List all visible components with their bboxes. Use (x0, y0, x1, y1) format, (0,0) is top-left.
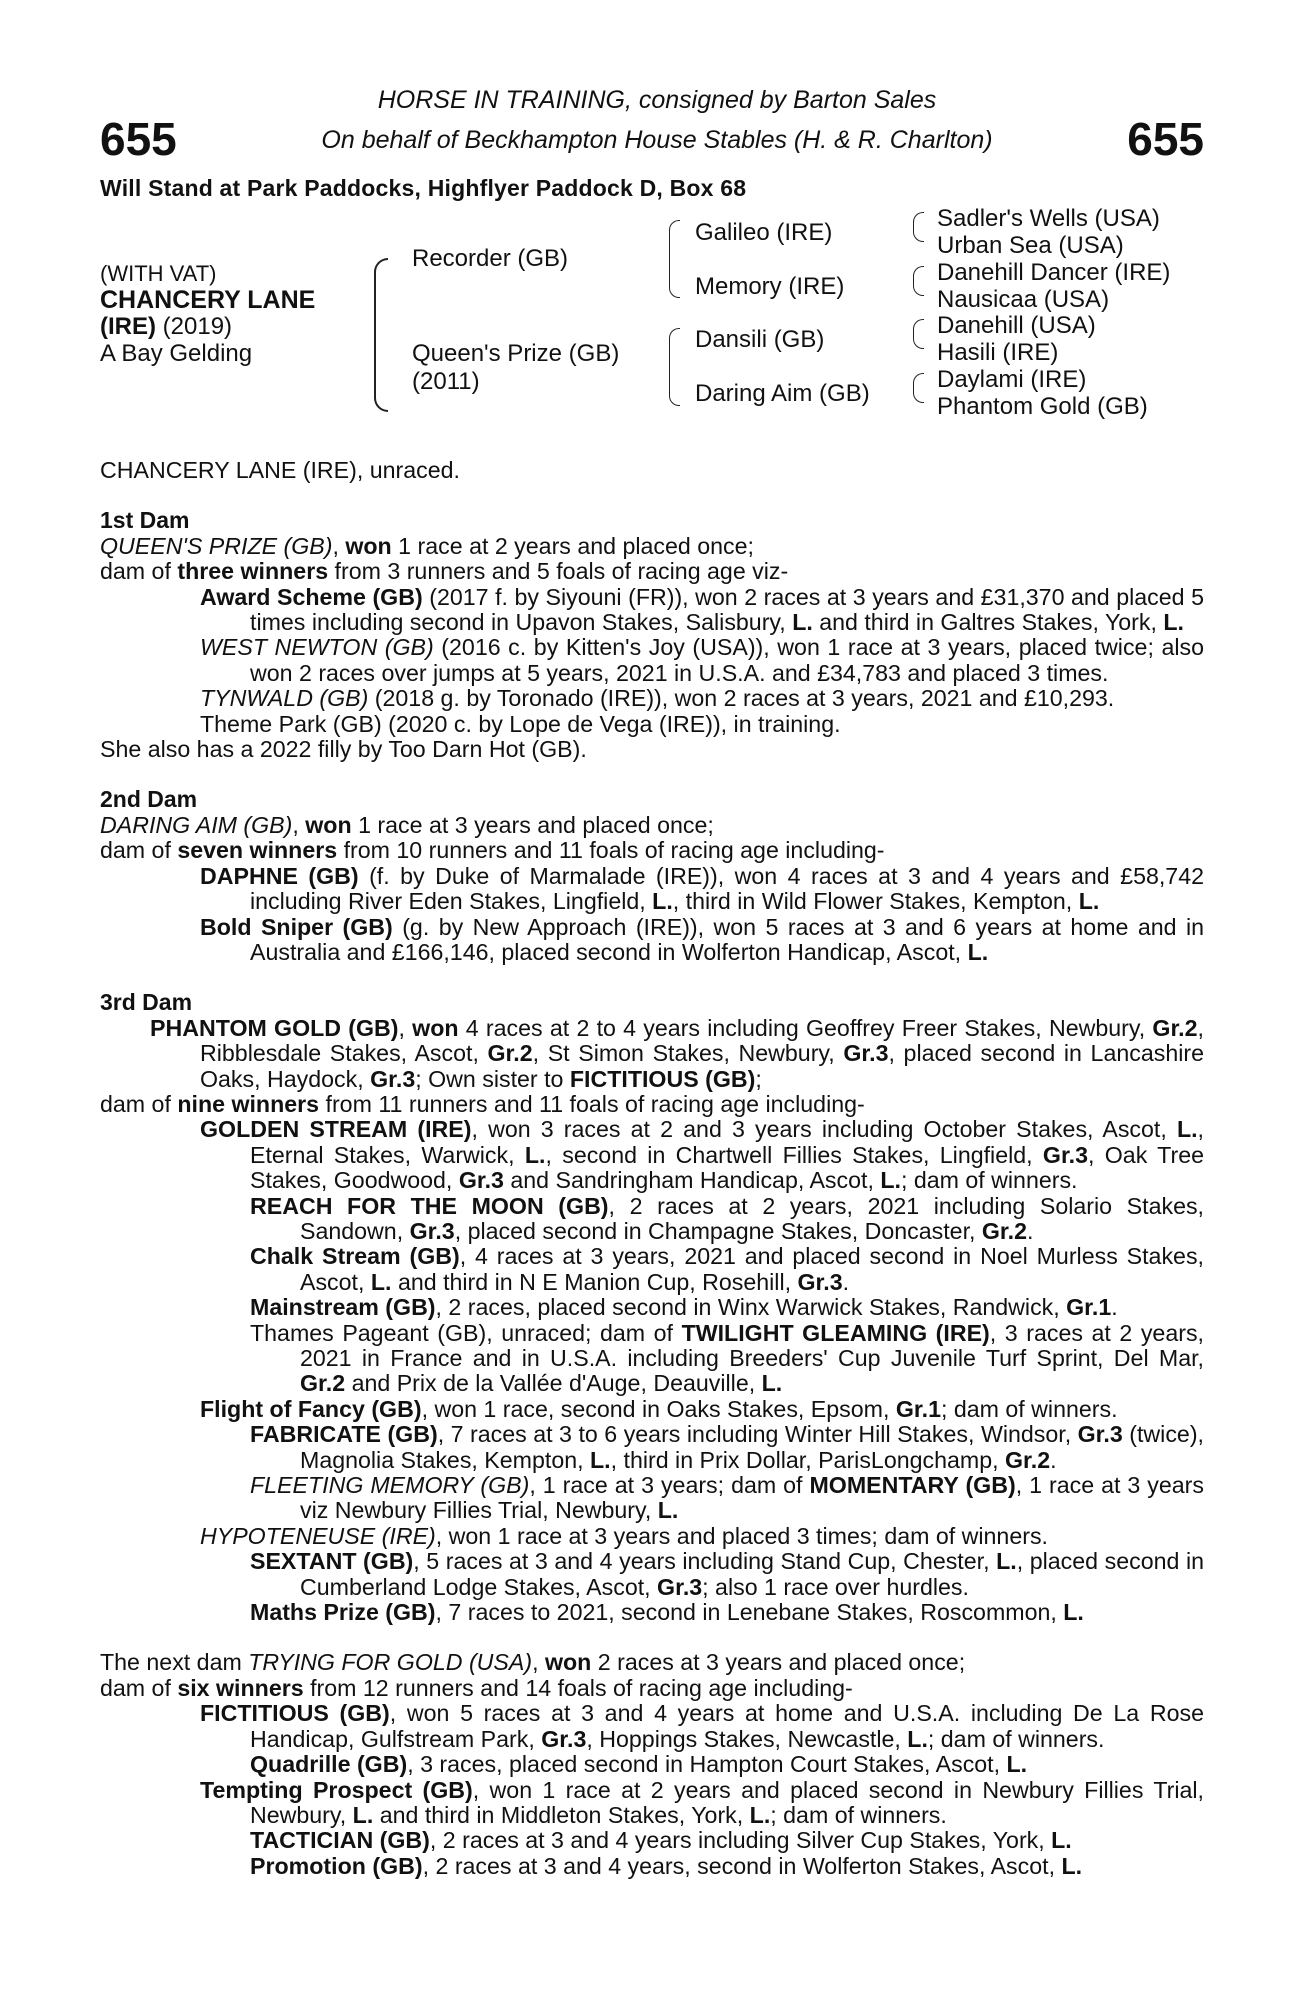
text: , Oak Tree Stakes, Goodwood, (250, 1141, 1204, 1194)
group-mark: Gr.3 (409, 1217, 455, 1244)
group-mark: Gr.1 (895, 1395, 941, 1422)
horse-name: Flight of Fancy (GB) (200, 1395, 422, 1422)
first-dam-also: She also has a 2022 filly by Too Darn Hot (GB). (100, 736, 587, 763)
vat-note: (WITH VAT) (100, 261, 217, 286)
listed-mark: L. (1176, 1116, 1198, 1143)
text: , 4 races at 3 years, 2021 and placed second in Noel Murless Stakes, Ascot, (300, 1243, 1204, 1295)
second-dam-summary: DARING AIM (GB), won 1 race at 3 years and placed once; (100, 811, 714, 838)
horse-name: MOMENTARY (GB) (809, 1472, 1016, 1499)
produce-chalk-stream (100, 1244, 1204, 1295)
produce-tactician (100, 1828, 1204, 1853)
text: , won 3 races at 2 and 3 years including October Stakes, Ascot, (471, 1116, 1177, 1143)
text: (2016 c. by Kitten's Joy (USA)), won 1 race at 3 years, placed twice; also won 2 races over jumps at 5 years, 2021 in U.S.A. and £34,783 and placed 3 times. (250, 634, 1204, 686)
produce-reach-for-the-moon (100, 1194, 1204, 1245)
produce-theme-park: Theme Park (GB) (2020 c. by Lope de Vega (IRE)), in training. (200, 710, 841, 737)
text: 4 races at 2 to 4 years including Geoffrey Freer Stakes, Newbury, (458, 1014, 1153, 1041)
text: , 2 races at 2 years, 2021 including Solario Stakes, Sandown, (300, 1192, 1204, 1244)
pedigree-bracket-dd (913, 373, 924, 403)
text: , 1 race at 3 years; dam of (529, 1472, 810, 1499)
pedigree-dds: Daylami (IRE) (937, 366, 1087, 393)
produce-fabricate (100, 1422, 1204, 1473)
text: ; dam of winners. (940, 1395, 1118, 1422)
text: . (842, 1268, 850, 1295)
horse-name: Award Scheme (GB) (200, 583, 423, 610)
text: , won 5 races at 3 and 4 years at home and U.S.A. including De La Rose Handicap, Gulfstream Park, (250, 1700, 1204, 1752)
text: , 5 races at 3 and 4 years including Stand Cup, Chester, (413, 1548, 997, 1575)
text: , placed second in Lancashire Oaks, Haydock, (200, 1040, 1204, 1092)
text: dam of (100, 558, 178, 585)
text: , won 1 race at 2 years and placed second in Newbury Fillies Trial, Newbury, (250, 1776, 1205, 1828)
text: , 7 races to 2021, second in Lenebane Stakes, Roscommon, (435, 1599, 1064, 1626)
produce-sextant (100, 1549, 1204, 1600)
text: , 2 races, placed second in Winx Warwick Stakes, Randwick, (435, 1294, 1067, 1321)
horse-name: FICTITIOUS (GB) (569, 1065, 756, 1092)
text: , 1 race at 3 years viz Newbury Fillies Trial, Newbury, (300, 1472, 1204, 1524)
produce-award-scheme (100, 585, 1204, 636)
first-dam-summary: QUEEN'S PRIZE (GB), won 1 race at 2 years and placed once; (100, 532, 754, 559)
text: ; dam of winners. (927, 1725, 1105, 1752)
text: , third in Wild Flower Stakes, Kempton, (672, 888, 1079, 915)
horse-name: REACH FOR THE MOON (GB) (250, 1192, 609, 1219)
group-mark: Gr.2 (1152, 1014, 1198, 1041)
listed-mark: L. (352, 1801, 374, 1828)
horse-name: GOLDEN STREAM (IRE) (200, 1116, 472, 1143)
text: ; (755, 1065, 762, 1092)
group-mark: Gr.2 (300, 1370, 346, 1397)
listed-mark: L. (967, 938, 989, 965)
produce-daphne (100, 864, 1204, 915)
text: , third in Prix Dollar, ParisLongchamp, (610, 1446, 1005, 1473)
produce-hypoteneuse (100, 1524, 1204, 1549)
horse-year: (2019) (156, 313, 233, 340)
text: , St Simon Stakes, Newbury, (532, 1040, 844, 1067)
text: Thames Pageant (GB), unraced; dam of (250, 1319, 682, 1346)
pedigree-bracket-sire (669, 220, 680, 298)
horse-name: CHANCERY LANE (100, 286, 316, 314)
lot-number-left: 655 (100, 113, 177, 165)
second-dam-produce-summary (100, 838, 1204, 863)
pedigree-bracket-sd (913, 266, 924, 296)
horse-name: Mainstream (GB) (250, 1294, 436, 1321)
text: , placed second in Cumberland Lodge Stakes, Ascot, (300, 1548, 1204, 1600)
horse-name: HYPOTENEUSE (IRE) (200, 1522, 436, 1549)
text: and third in N E Manion Cup, Rosehill, (391, 1268, 798, 1295)
horse-name: FABRICATE (GB) (250, 1421, 438, 1448)
horse-name: FICTITIOUS (GB) (200, 1700, 390, 1727)
listed-mark: L. (792, 609, 813, 636)
pedigree-bracket-dam (669, 328, 680, 406)
text: and third in Middleton Stakes, York, (373, 1801, 750, 1828)
text: and Sandringham Handicap, Ascot, (503, 1167, 881, 1194)
text: (f. by Duke of Marmalade (IRE)), won 4 races at 3 and 4 years and £58,742 including River Eden Stakes, Lingfield, (250, 862, 1204, 915)
winners-count: nine winners (177, 1090, 320, 1117)
listed-mark: L. (370, 1268, 392, 1295)
pedigree-sss: Sadler's Wells (USA) (937, 205, 1160, 232)
text: ; also 1 race over hurdles. (702, 1573, 969, 1600)
horse-country-year (100, 314, 232, 340)
listed-mark: L. (657, 1497, 679, 1524)
dam-year: (2011) (412, 368, 480, 395)
listed-mark: L. (1078, 888, 1100, 915)
pedigree-sdd: Nausicaa (USA) (937, 286, 1110, 313)
group-mark: Gr.3 (1042, 1141, 1089, 1168)
text: (2017 f. by Siyouni (FR)), won 2 races at 3 years and £31,370 and placed 5 times including second in Upavon Stakes, Salisbury, (250, 583, 1204, 636)
text: ; Own sister to (415, 1065, 570, 1092)
won-label: won (345, 532, 392, 559)
text: (2018 g. by Toronado (IRE)), won 2 races at 3 years, 2021 and £10,293. (368, 685, 1115, 712)
group-mark: Gr.2 (1004, 1446, 1051, 1473)
produce-mainstream (100, 1295, 1204, 1320)
horse-name: TACTICIAN (GB) (250, 1827, 430, 1854)
listed-mark: L. (1163, 609, 1184, 636)
text: and Prix de la Vallée d'Auge, Deauville, (345, 1370, 762, 1397)
text: . (1050, 1446, 1057, 1473)
won-label: won (305, 811, 352, 838)
horse-name: WEST NEWTON (GB) (200, 634, 434, 661)
horse-name: Maths Prize (GB) (250, 1599, 436, 1626)
produce-golden-stream (100, 1117, 1204, 1193)
won-label: won (544, 1649, 592, 1676)
stand-location: Will Stand at Park Paddocks, Highflyer Paddock D, Box 68 (100, 175, 747, 201)
text: , 3 races, placed second in Hampton Court Stakes, Ascot, (407, 1751, 1007, 1778)
produce-maths-prize (100, 1600, 1204, 1625)
sire: Recorder (GB) (412, 245, 569, 272)
listed-mark: L. (524, 1141, 546, 1168)
group-mark: Gr.3 (541, 1725, 587, 1752)
text: The next dam (100, 1649, 249, 1676)
second-dam-name: DARING AIM (GB) (100, 811, 293, 838)
listed-mark: L. (749, 1801, 771, 1828)
group-mark: Gr.3 (370, 1065, 416, 1092)
pedigree-ddd: Phantom Gold (GB) (937, 393, 1148, 420)
horse-name: Bold Sniper (GB) (200, 913, 393, 940)
listed-mark: L. (1063, 1599, 1084, 1626)
listed-mark: L. (652, 888, 673, 915)
text: dam of (100, 1090, 178, 1117)
horse-name: DAPHNE (GB) (200, 862, 359, 889)
second-dam-heading: 2nd Dam (100, 786, 198, 813)
text: 1 race at 3 years and placed once; (351, 811, 714, 838)
text: , 2 races at 3 and 4 years, second in Wolferton Stakes, Ascot, (422, 1852, 1062, 1879)
text: , Hoppings Stakes, Newcastle, (586, 1725, 908, 1752)
sire-of-sire: Galileo (IRE) (695, 219, 833, 246)
horse-country: (IRE) (100, 313, 156, 340)
listed-mark: L. (996, 1548, 1017, 1575)
pedigree-sds: Danehill Dancer (IRE) (937, 259, 1171, 286)
text: 2 races at 3 years and placed once; (591, 1649, 966, 1676)
pedigree-dsd: Hasili (IRE) (937, 339, 1059, 366)
horse-name: Quadrille (GB) (250, 1751, 408, 1778)
unraced-line: CHANCERY LANE (IRE), unraced. (100, 457, 460, 483)
text: , Eternal Stakes, Warwick, (250, 1116, 1204, 1168)
third-dam-heading: 3rd Dam (100, 989, 193, 1016)
group-mark: Gr.2 (981, 1217, 1028, 1244)
text: from 3 runners and 5 foals of racing age viz- (328, 558, 789, 585)
text: , 2 races at 3 and 4 years including Silver Cup Stakes, York, (429, 1827, 1052, 1854)
text: , 7 races at 3 to 6 years including Winter Hill Stakes, Windsor, (437, 1421, 1078, 1448)
text: (g. by New Approach (IRE)), won 5 races at 3 and 6 years at home and in Australia and £166,146, placed second in Wolferton Handicap, Ascot, (250, 913, 1205, 965)
text: (twice), Magnolia Stakes, Kempton, (300, 1421, 1204, 1473)
first-dam-heading: 1st Dam (100, 507, 190, 534)
produce-quadrille (100, 1752, 1204, 1777)
next-dam-summary: The next dam TRYING FOR GOLD (USA), won 2 races at 3 years and placed once; (100, 1649, 966, 1676)
produce-fleeting-memory (100, 1473, 1204, 1524)
group-mark: Gr.3 (1077, 1421, 1123, 1448)
dam: Queen's Prize (GB) (412, 340, 620, 367)
catalogue-body (100, 458, 1204, 1879)
next-dam-produce-summary (100, 1676, 1204, 1701)
sire-of-dam: Dansili (GB) (695, 326, 825, 353)
produce-tempting-prospect (100, 1778, 1204, 1829)
horse-name: FLEETING MEMORY (GB) (250, 1472, 530, 1499)
third-dam-summary: PHANTOM GOLD (GB), won 4 races at 2 to 4 years including Geoffrey Freer Stakes, Newbury, Gr.2, Ribblesdale Stakes, Ascot, Gr.2, St Simon Stakes, Newbury, Gr.3, placed second in Lancashire Oaks, Haydock, Gr.3; Own sister to FICTITIOUS (GB); (150, 1014, 1204, 1092)
text: ; dam of winners. (900, 1167, 1078, 1194)
listed-mark: L. (1006, 1751, 1028, 1778)
pedigree-bracket-ss (913, 212, 924, 242)
listed-mark: L. (761, 1370, 783, 1397)
text: , Ribblesdale Stakes, Ascot, (200, 1014, 1204, 1067)
listed-mark: L. (590, 1446, 611, 1473)
third-dam-name: PHANTOM GOLD (GB) (150, 1014, 399, 1041)
text: . (1027, 1217, 1034, 1244)
horse-name: Tempting Prospect (GB) (200, 1776, 473, 1803)
winners-count: six winners (177, 1674, 304, 1701)
pedigree-dss: Danehill (USA) (937, 312, 1096, 339)
group-mark: Gr.3 (797, 1268, 843, 1295)
produce-tynwald (100, 686, 1204, 711)
winners-count: seven winners (177, 837, 338, 864)
produce-fictitious (100, 1701, 1204, 1752)
text: ; dam of winners. (770, 1801, 947, 1828)
dam-of-sire: Memory (IRE) (695, 273, 845, 300)
produce-flight-of-fancy (100, 1397, 1204, 1422)
text: , placed second in Champagne Stakes, Doncaster, (454, 1217, 982, 1244)
listed-mark: L. (907, 1725, 928, 1752)
first-dam-produce-summary (100, 559, 1204, 584)
group-mark: Gr.2 (487, 1040, 533, 1067)
first-dam-name: QUEEN'S PRIZE (GB) (100, 532, 333, 559)
pedigree-ssd: Urban Sea (USA) (937, 232, 1124, 259)
text: , won 1 race at 3 years and placed 3 times; dam of winners. (435, 1522, 1048, 1549)
won-label: won (412, 1014, 459, 1041)
produce-thames-pageant (100, 1321, 1204, 1397)
horse-name: TYNWALD (GB) (200, 685, 369, 712)
produce-promotion (100, 1854, 1204, 1879)
horse-name: SEXTANT (GB) (250, 1548, 414, 1575)
text: dam of (100, 837, 178, 864)
horse-name: Chalk Stream (GB) (250, 1243, 460, 1270)
text: dam of (100, 1674, 178, 1701)
group-mark: Gr.3 (843, 1040, 889, 1067)
vendor-line: On behalf of Beckhampton House Stables (H. & R. Charlton) (321, 126, 993, 154)
group-mark: Gr.3 (458, 1167, 504, 1194)
text: , second in Chartwell Fillies Stakes, Lingfield, (545, 1141, 1043, 1168)
listed-mark: L. (1061, 1852, 1083, 1879)
next-dam-name: TRYING FOR GOLD (USA) (248, 1649, 533, 1676)
horse-name: Promotion (GB) (250, 1852, 423, 1879)
text: from 11 runners and 11 foals of racing age including- (319, 1090, 865, 1117)
group-mark: Gr.3 (657, 1573, 703, 1600)
winners-count: three winners (177, 558, 329, 585)
dam-of-dam: Daring Aim (GB) (695, 380, 870, 407)
text: and third in Galtres Stakes, York, (812, 609, 1164, 636)
pedigree-bracket-ds (913, 319, 924, 349)
text: , won 1 race, second in Oaks Stakes, Epsom, (421, 1395, 896, 1422)
horse-name: TWILIGHT GLEAMING (IRE) (681, 1319, 990, 1346)
text: from 12 runners and 14 foals of racing age including- (303, 1674, 853, 1701)
produce-west-newton (100, 635, 1204, 686)
consignment-line: HORSE IN TRAINING, consigned by Barton Sales (377, 86, 937, 114)
text: . (1111, 1294, 1118, 1321)
listed-mark: L. (1051, 1827, 1072, 1854)
horse-description: A Bay Gelding (100, 340, 253, 367)
produce-bold-sniper (100, 915, 1204, 966)
listed-mark: L. (880, 1167, 901, 1194)
text: , 3 races at 2 years, 2021 in France and in U.S.A. including Breeders' Cup Juvenile Turf Sprint, Del Mar, (300, 1319, 1204, 1371)
first-dam-record: 1 race at 2 years and placed once; (391, 532, 754, 559)
pedigree-bracket-main (374, 258, 388, 412)
third-dam-produce-summary (100, 1092, 1204, 1117)
lot-number-right: 655 (1127, 113, 1204, 165)
group-mark: Gr.1 (1066, 1294, 1112, 1321)
text: from 10 runners and 11 foals of racing age including- (337, 837, 885, 864)
